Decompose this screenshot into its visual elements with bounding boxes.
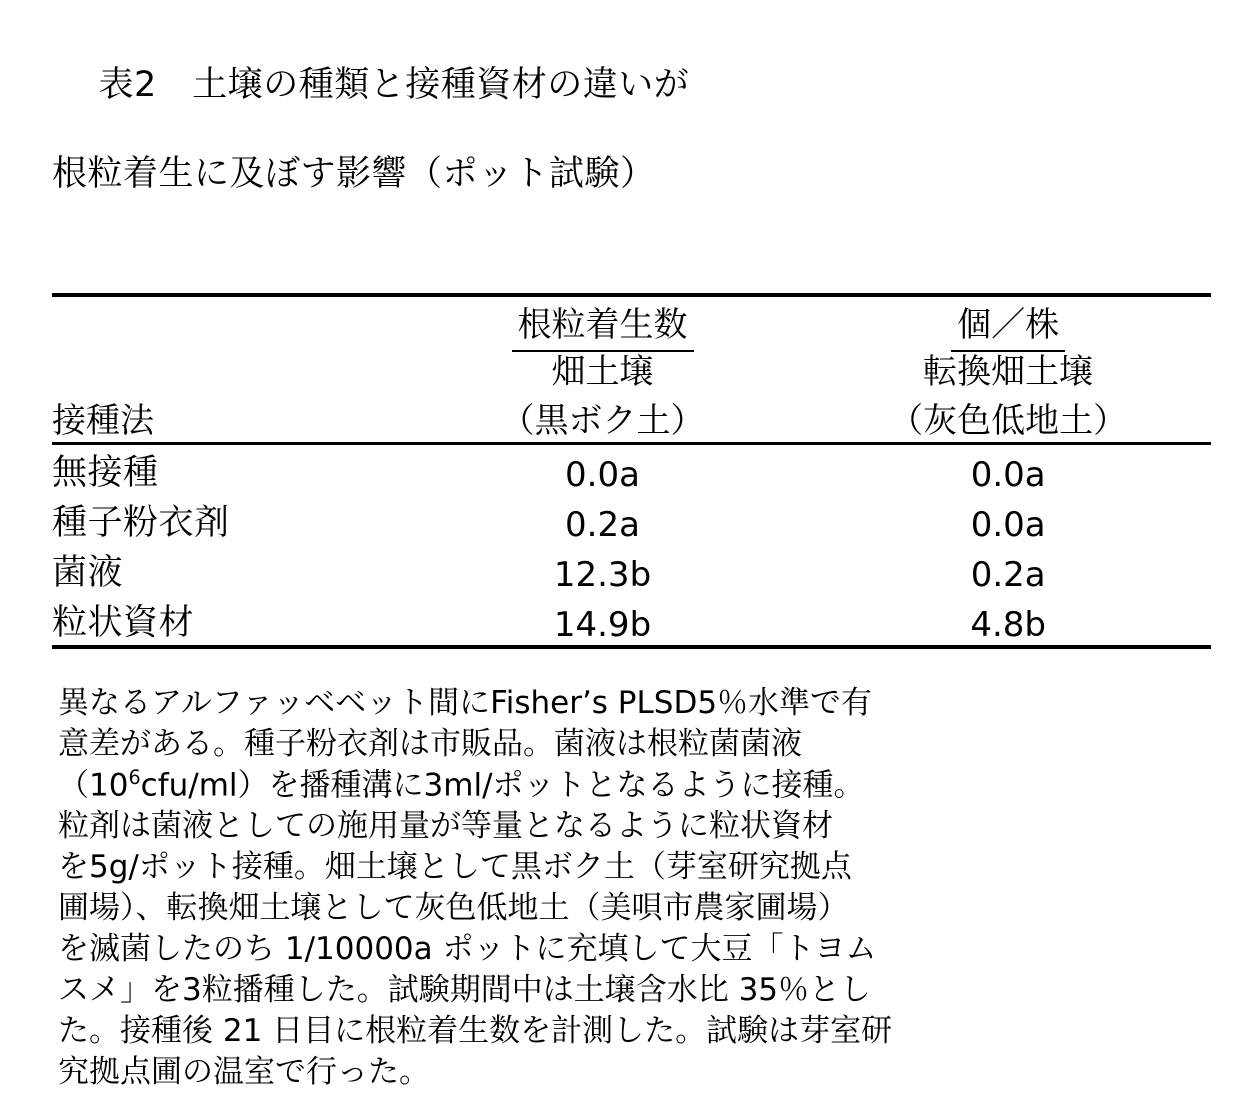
row-value-col1: 0.0a: [565, 455, 640, 496]
table-header-group-row: [52, 295, 1211, 352]
subheader-blank-cell: [52, 352, 400, 393]
row-value-col2: 0.0a: [970, 505, 1046, 546]
footnote-superscript: 6: [128, 766, 141, 790]
footnote-line-3-post: cfu/ml）を播種溝に3ml/ポットとなるように接種。: [140, 767, 865, 804]
table-subheader-row-2: [52, 393, 1211, 444]
column-2-header-line2: （灰色低地土）: [805, 393, 1211, 444]
header-group-measure-text: 根粒着生数: [512, 297, 694, 352]
row-value-col1: 0.2a: [565, 505, 640, 546]
header-group-unit-text: 個／株: [951, 297, 1065, 352]
caption-line-2: 根粒着生に及ぼす影響（ポット試験）: [52, 154, 656, 195]
row-value-col2: 0.0a: [970, 455, 1046, 496]
row-label: 種子粉衣剤: [52, 503, 230, 544]
header-group-unit: [805, 295, 1211, 352]
table-row: [52, 495, 1211, 545]
row-label: 粒状資材: [52, 595, 400, 647]
table-caption: [52, 18, 1211, 287]
results-table: [52, 293, 1211, 649]
table-row: [52, 444, 1211, 496]
table-row: [52, 595, 1211, 647]
row-label: 無接種: [52, 453, 159, 494]
header-group-measure: [400, 295, 806, 352]
table-footnote: [52, 683, 1211, 1092]
row-value-col1: 14.9b: [400, 595, 806, 647]
footnote-line-5: を5g/ポット接種。畑土壌として黒ボク土（芽室研究拠点: [58, 849, 852, 886]
footnote-line-6: 圃場）、転換畑土壌として灰色低地土（美唄市農家圃場）: [58, 890, 849, 927]
table-subheader-row-1: [52, 352, 1211, 393]
row-value-col2: 4.8b: [805, 595, 1211, 647]
row-value-col1: 12.3b: [553, 555, 652, 596]
header-corner-cell: [52, 295, 400, 352]
footnote-line-9: た。接種後 21 日目に根粒着生数を計測した。試験は芽室研: [58, 1012, 893, 1049]
table-row: [52, 545, 1211, 595]
row-value-col2: 0.2a: [970, 555, 1046, 596]
footnote-line-1: 異なるアルファッベベット間にFisher’s PLSD5％水準で有: [58, 685, 873, 722]
column-1-header-line1: 畑土壌: [551, 351, 654, 392]
column-2-header-line1: 転換畑土壌: [923, 351, 1094, 392]
footnote-line-2: 意差がある。種子粉衣剤は市販品。菌液は根粒菌菌液: [58, 726, 802, 763]
footnote-line-10: 究拠点圃の温室で行った。: [58, 1053, 430, 1090]
footnote-line-3-pre: （10: [58, 767, 129, 804]
row-label-header: 接種法: [52, 393, 400, 444]
footnote-line-3: [58, 765, 1211, 806]
column-1-header-line2: （黒ボク土）: [400, 393, 806, 444]
footnote-line-7: を滅菌したのち 1/10000a ポットに充填して大豆「トヨム: [58, 931, 877, 968]
footnote-line-8: スメ」を3粒播種した。試験期間中は土壌含水比 35％とし: [58, 971, 872, 1008]
caption-line-1: 表2 土壌の種類と接種資材の違いが: [98, 64, 690, 105]
row-label: 菌液: [52, 553, 124, 594]
footnote-line-4: 粒剤は菌液としての施用量が等量となるように粒状資材: [58, 808, 833, 845]
